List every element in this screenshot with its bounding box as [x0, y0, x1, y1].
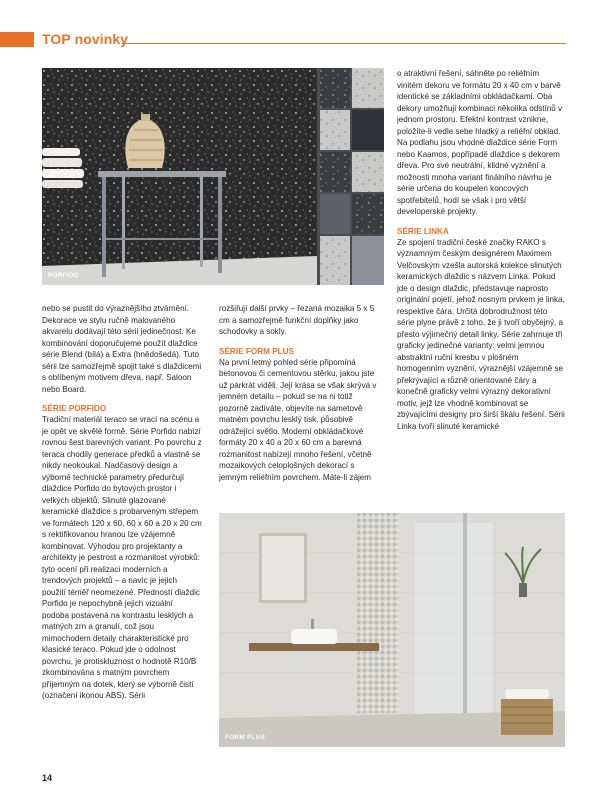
form-plus-photo	[219, 513, 565, 747]
page-number: 14	[42, 773, 53, 783]
form-plus-photo-illustration	[219, 513, 565, 747]
porfido-photo-illustration	[42, 68, 384, 285]
header-accent-bar	[0, 32, 34, 47]
paragraph: Na první letmý pohled série připomíná betonovou či cementovou stěrku, jakou jste už párkrát viděli. Její krása se však skrývá v jemném detailu – pokud se na ni totiž pozorně zadíváte, objevíte na sametově matném povrchu lesklý tisk, působivě odrážející světlo. Moderní obkládačkové formáty 20 x 40 a 20 x 60 cm a barevná rozmanitost nabízejí mnoho řešení, včetně mozaikových celoplošných dekorací s jemným reliéfním povrchem. Máte-li zájem	[219, 357, 377, 482]
section-heading-linka: SÉRIE LINKA	[397, 226, 449, 236]
text-column-2	[219, 303, 379, 483]
section-rubric: TOP novinky	[42, 31, 129, 47]
text-column-1	[42, 303, 202, 702]
paragraph: nebo se pustit do výraznějšího ztvárnění. Dekorace ve stylu ručně malovaného akvarelu dodávají této sérii jedinečnost. Ke kombinování doporučujeme použít dlaždice série Blend (bílá) a Extra (hnědošedá). Tuto sérii lze samozřejmě spojit také s dlaždicemi s oblíbeným motivem dřeva, např. Saloon nebo Board.	[42, 304, 202, 394]
text-column-3	[397, 68, 565, 432]
paragraph: o atraktivní řešení, sáhněte po reliéfním vinitém dekoru ve formátu 20 x 40 cm v barvě identické se základními obkládačkami. Oba dekory umožňují kombinaci několika odstínů v jednom prostoru. Efektní kontrast vznikne, položíte-li vedle sebe hladký a reliéfní obklad. Na podlahu jsou vhodné dlaždice série Form nebo Kaamos, popřípadě dlaždice s dekorem dřeva. Pro své neutrální, klidné vyznění a možnosti mnoha variant finálního návrhu je série určena do koupelen koncových spotřebitelů, hodí se však i pro větší developerské projekty.	[397, 69, 563, 216]
porfido-photo	[42, 68, 384, 285]
paragraph: Ze spojení tradiční české značky RAKO s významným českým designérem Maximem Velčovským vzešla autorská kolekce slinutých keramických dlaždic s názvem Linka. Pokud jde o design dlaždic, představuje naprosto originální pojetí, jehož nosným prvkem je linka, respektive čára. Určitá dobrodružnost této série plyne právě z toho, že ji tvoří obyčejný, a přesto výjimečný detail linky. Série zahrnuje tři graficky jedinečné varianty: velmi jemnou abstraktní ruční kresbu v plošném homogenním vyznění, výraznější vzájemně se překrývající a různě orientované čáry a konečně graficky velmi výrazný dekorativní motiv, jejž lze vhodně kombinovat se zbývajícími designy pro širší škálu řešení. Sérii Linka tvoří slinuté keramické	[397, 237, 565, 431]
porfido-photo-caption: PORFIDO	[48, 272, 80, 279]
paragraph: Tradiční materiál teraco se vrací na scénu a je opět ve skvělé formě. Série Porfido nabízí rovnou šest barevných variant. Po povrchu z teraca chodily generace předků a vlastně se nikdy neokoukal. Nadčasový design a výborné technické parametry předurčují dlaždice Porfido do bytových prostor i velkých objektů. Slinuté glazované keramické dlaždice s probarveným střepem ve formátech 120 x 60, 60 x 60 a 20 x 20 cm s rektifikovanou hranou lze vzájemně kombinovat. Výhodou pro projektanty a architekty je pestrost a rozmanitost výrobků: tyto ocení při realizaci moderních a trendových projektů – a navíc je jejich použití téměř neomezené. Předností dlaždic Porfido je nepochybně jejich vizuální podoba postavená na kontrastu lesklých a matných zrn a granulí, což jsou mimochodem detaily charakteristické pro klasické teraco. Pokud jde o odolnost povrchu, je protiskluznost o hodnotě R10/B zkombinována s matným povrchem příjemným na dotek, který se výborně čistí (označení ikonou ABS). Sérii	[42, 415, 202, 700]
form-plus-photo-caption: FORM PLUS	[225, 734, 266, 741]
header-rule	[122, 43, 566, 44]
section-heading-form-plus: SÉRIE FORM PLUS	[219, 346, 295, 356]
paragraph: rozšiřují další prvky – řezaná mozaika 5 x 5 cm a samozřejmě funkční doplňky jako schodovky a sokly.	[219, 304, 375, 336]
section-heading-porfido: SÉRIE PORFIDO	[42, 404, 107, 413]
